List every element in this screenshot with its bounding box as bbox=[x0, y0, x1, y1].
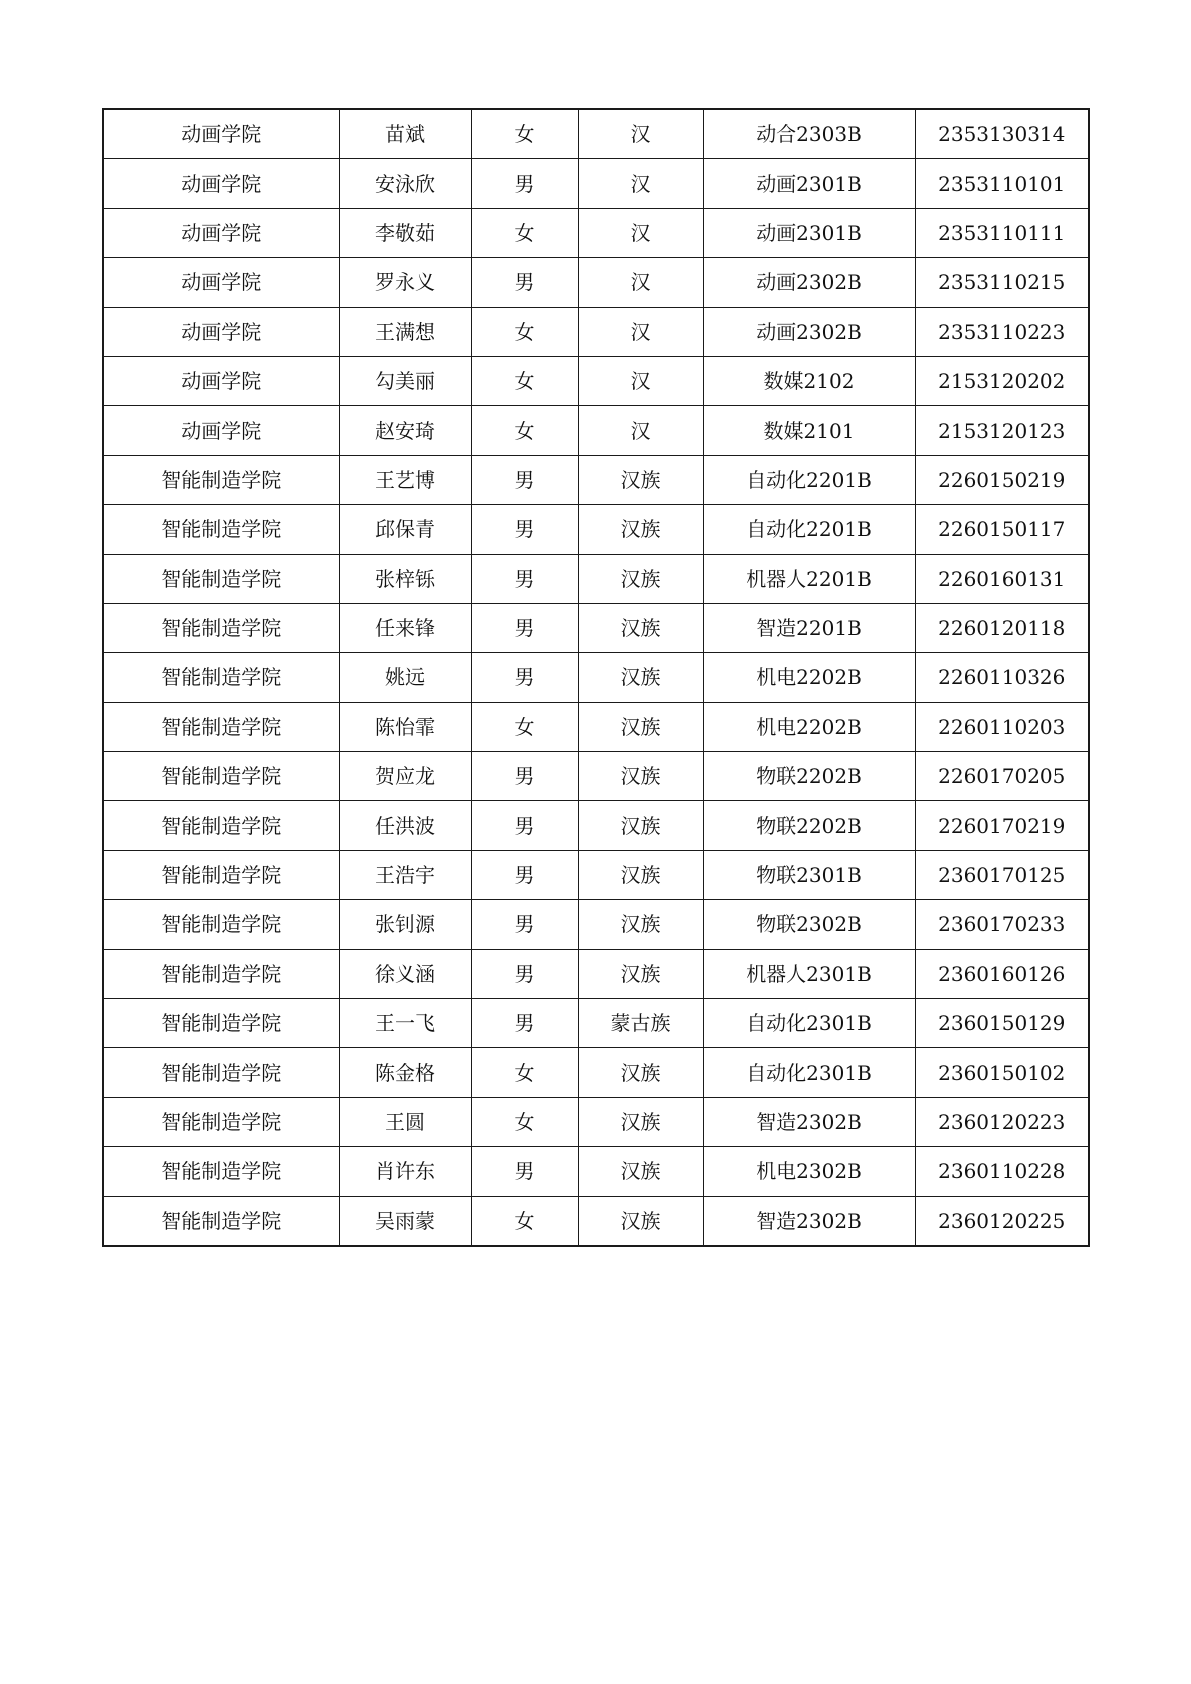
student-id-cell: 2360160126 bbox=[915, 949, 1089, 998]
college-cell: 智能制造学院 bbox=[103, 554, 339, 603]
gender-cell: 女 bbox=[471, 1048, 578, 1097]
ethnicity-cell: 汉族 bbox=[578, 801, 703, 850]
gender-cell: 女 bbox=[471, 406, 578, 455]
student-id-cell: 2260170205 bbox=[915, 752, 1089, 801]
student-id-cell: 2260110203 bbox=[915, 702, 1089, 751]
student-id-cell: 2360150129 bbox=[915, 999, 1089, 1048]
gender-cell: 男 bbox=[471, 258, 578, 307]
table-row bbox=[103, 159, 1089, 208]
class-cell: 动合2303B bbox=[703, 109, 915, 159]
name-cell: 李敬茹 bbox=[339, 208, 471, 257]
gender-cell: 女 bbox=[471, 1097, 578, 1146]
ethnicity-cell: 汉 bbox=[578, 356, 703, 405]
gender-cell: 男 bbox=[471, 850, 578, 899]
college-cell: 智能制造学院 bbox=[103, 949, 339, 998]
name-cell: 安泳欣 bbox=[339, 159, 471, 208]
gender-cell: 男 bbox=[471, 999, 578, 1048]
class-cell: 物联2301B bbox=[703, 850, 915, 899]
name-cell: 王满想 bbox=[339, 307, 471, 356]
student-id-cell: 2353110111 bbox=[915, 208, 1089, 257]
table-row bbox=[103, 999, 1089, 1048]
gender-cell: 女 bbox=[471, 1196, 578, 1246]
ethnicity-cell: 汉 bbox=[578, 258, 703, 307]
table-row bbox=[103, 554, 1089, 603]
gender-cell: 女 bbox=[471, 702, 578, 751]
name-cell: 张钊源 bbox=[339, 900, 471, 949]
name-cell: 王一飞 bbox=[339, 999, 471, 1048]
ethnicity-cell: 汉 bbox=[578, 208, 703, 257]
name-cell: 王浩宇 bbox=[339, 850, 471, 899]
college-cell: 智能制造学院 bbox=[103, 900, 339, 949]
class-cell: 机电2202B bbox=[703, 653, 915, 702]
gender-cell: 男 bbox=[471, 554, 578, 603]
gender-cell: 男 bbox=[471, 455, 578, 504]
student-id-cell: 2153120123 bbox=[915, 406, 1089, 455]
college-cell: 智能制造学院 bbox=[103, 1048, 339, 1097]
table-row bbox=[103, 258, 1089, 307]
student-id-cell: 2353110101 bbox=[915, 159, 1089, 208]
college-cell: 动画学院 bbox=[103, 258, 339, 307]
student-roster-table bbox=[102, 108, 1090, 1247]
ethnicity-cell: 汉族 bbox=[578, 900, 703, 949]
table-row bbox=[103, 208, 1089, 257]
name-cell: 赵安琦 bbox=[339, 406, 471, 455]
table-row bbox=[103, 900, 1089, 949]
college-cell: 智能制造学院 bbox=[103, 999, 339, 1048]
class-cell: 数媒2101 bbox=[703, 406, 915, 455]
name-cell: 徐义涵 bbox=[339, 949, 471, 998]
gender-cell: 女 bbox=[471, 208, 578, 257]
class-cell: 自动化2201B bbox=[703, 455, 915, 504]
name-cell: 勾美丽 bbox=[339, 356, 471, 405]
ethnicity-cell: 汉族 bbox=[578, 850, 703, 899]
gender-cell: 男 bbox=[471, 801, 578, 850]
ethnicity-cell: 汉 bbox=[578, 307, 703, 356]
gender-cell: 男 bbox=[471, 752, 578, 801]
gender-cell: 女 bbox=[471, 307, 578, 356]
ethnicity-cell: 蒙古族 bbox=[578, 999, 703, 1048]
college-cell: 动画学院 bbox=[103, 159, 339, 208]
college-cell: 动画学院 bbox=[103, 208, 339, 257]
student-id-cell: 2153120202 bbox=[915, 356, 1089, 405]
student-id-cell: 2260160131 bbox=[915, 554, 1089, 603]
student-id-cell: 2260110326 bbox=[915, 653, 1089, 702]
student-id-cell: 2360170125 bbox=[915, 850, 1089, 899]
name-cell: 王圆 bbox=[339, 1097, 471, 1146]
ethnicity-cell: 汉族 bbox=[578, 1196, 703, 1246]
table-row bbox=[103, 356, 1089, 405]
roster-body bbox=[103, 109, 1089, 1246]
name-cell: 任洪波 bbox=[339, 801, 471, 850]
ethnicity-cell: 汉 bbox=[578, 109, 703, 159]
table-row bbox=[103, 1196, 1089, 1246]
college-cell: 智能制造学院 bbox=[103, 455, 339, 504]
ethnicity-cell: 汉族 bbox=[578, 1048, 703, 1097]
student-id-cell: 2353110223 bbox=[915, 307, 1089, 356]
gender-cell: 女 bbox=[471, 109, 578, 159]
gender-cell: 男 bbox=[471, 603, 578, 652]
college-cell: 动画学院 bbox=[103, 356, 339, 405]
name-cell: 吴雨蒙 bbox=[339, 1196, 471, 1246]
ethnicity-cell: 汉 bbox=[578, 406, 703, 455]
name-cell: 姚远 bbox=[339, 653, 471, 702]
class-cell: 自动化2301B bbox=[703, 1048, 915, 1097]
college-cell: 智能制造学院 bbox=[103, 752, 339, 801]
gender-cell: 男 bbox=[471, 949, 578, 998]
student-id-cell: 2360150102 bbox=[915, 1048, 1089, 1097]
class-cell: 自动化2301B bbox=[703, 999, 915, 1048]
class-cell: 物联2202B bbox=[703, 752, 915, 801]
student-id-cell: 2260150117 bbox=[915, 505, 1089, 554]
ethnicity-cell: 汉族 bbox=[578, 554, 703, 603]
name-cell: 张梓铄 bbox=[339, 554, 471, 603]
name-cell: 肖许东 bbox=[339, 1147, 471, 1196]
table-row bbox=[103, 455, 1089, 504]
gender-cell: 男 bbox=[471, 900, 578, 949]
ethnicity-cell: 汉族 bbox=[578, 702, 703, 751]
name-cell: 王艺博 bbox=[339, 455, 471, 504]
student-id-cell: 2353110215 bbox=[915, 258, 1089, 307]
college-cell: 智能制造学院 bbox=[103, 850, 339, 899]
class-cell: 动画2301B bbox=[703, 208, 915, 257]
college-cell: 智能制造学院 bbox=[103, 653, 339, 702]
name-cell: 陈金格 bbox=[339, 1048, 471, 1097]
college-cell: 智能制造学院 bbox=[103, 801, 339, 850]
college-cell: 智能制造学院 bbox=[103, 505, 339, 554]
student-id-cell: 2360170233 bbox=[915, 900, 1089, 949]
college-cell: 动画学院 bbox=[103, 307, 339, 356]
table-row bbox=[103, 653, 1089, 702]
class-cell: 机电2302B bbox=[703, 1147, 915, 1196]
table-row bbox=[103, 307, 1089, 356]
gender-cell: 男 bbox=[471, 653, 578, 702]
class-cell: 数媒2102 bbox=[703, 356, 915, 405]
ethnicity-cell: 汉族 bbox=[578, 1147, 703, 1196]
class-cell: 智造2302B bbox=[703, 1196, 915, 1246]
class-cell: 机电2202B bbox=[703, 702, 915, 751]
name-cell: 邱保青 bbox=[339, 505, 471, 554]
ethnicity-cell: 汉族 bbox=[578, 752, 703, 801]
ethnicity-cell: 汉族 bbox=[578, 603, 703, 652]
college-cell: 智能制造学院 bbox=[103, 1196, 339, 1246]
table-row bbox=[103, 801, 1089, 850]
college-cell: 动画学院 bbox=[103, 109, 339, 159]
class-cell: 机器人2301B bbox=[703, 949, 915, 998]
ethnicity-cell: 汉 bbox=[578, 159, 703, 208]
name-cell: 陈怡霏 bbox=[339, 702, 471, 751]
student-id-cell: 2260150219 bbox=[915, 455, 1089, 504]
class-cell: 动画2302B bbox=[703, 258, 915, 307]
student-id-cell: 2360120225 bbox=[915, 1196, 1089, 1246]
class-cell: 自动化2201B bbox=[703, 505, 915, 554]
student-id-cell: 2360120223 bbox=[915, 1097, 1089, 1146]
student-id-cell: 2360110228 bbox=[915, 1147, 1089, 1196]
ethnicity-cell: 汉族 bbox=[578, 505, 703, 554]
table-row bbox=[103, 702, 1089, 751]
gender-cell: 女 bbox=[471, 356, 578, 405]
name-cell: 苗斌 bbox=[339, 109, 471, 159]
college-cell: 智能制造学院 bbox=[103, 1097, 339, 1146]
class-cell: 智造2201B bbox=[703, 603, 915, 652]
ethnicity-cell: 汉族 bbox=[578, 455, 703, 504]
college-cell: 智能制造学院 bbox=[103, 1147, 339, 1196]
college-cell: 智能制造学院 bbox=[103, 603, 339, 652]
table-row bbox=[103, 109, 1089, 159]
name-cell: 罗永义 bbox=[339, 258, 471, 307]
class-cell: 动画2301B bbox=[703, 159, 915, 208]
table-row bbox=[103, 1097, 1089, 1146]
table-row bbox=[103, 1048, 1089, 1097]
gender-cell: 男 bbox=[471, 505, 578, 554]
name-cell: 贺应龙 bbox=[339, 752, 471, 801]
class-cell: 智造2302B bbox=[703, 1097, 915, 1146]
table-row bbox=[103, 406, 1089, 455]
class-cell: 动画2302B bbox=[703, 307, 915, 356]
table-row bbox=[103, 949, 1089, 998]
gender-cell: 男 bbox=[471, 1147, 578, 1196]
class-cell: 物联2302B bbox=[703, 900, 915, 949]
name-cell: 任来锋 bbox=[339, 603, 471, 652]
college-cell: 动画学院 bbox=[103, 406, 339, 455]
table-row bbox=[103, 603, 1089, 652]
table-row bbox=[103, 505, 1089, 554]
student-id-cell: 2353130314 bbox=[915, 109, 1089, 159]
student-id-cell: 2260170219 bbox=[915, 801, 1089, 850]
ethnicity-cell: 汉族 bbox=[578, 1097, 703, 1146]
gender-cell: 男 bbox=[471, 159, 578, 208]
ethnicity-cell: 汉族 bbox=[578, 653, 703, 702]
student-id-cell: 2260120118 bbox=[915, 603, 1089, 652]
class-cell: 物联2202B bbox=[703, 801, 915, 850]
table-row bbox=[103, 850, 1089, 899]
class-cell: 机器人2201B bbox=[703, 554, 915, 603]
table-row bbox=[103, 1147, 1089, 1196]
college-cell: 智能制造学院 bbox=[103, 702, 339, 751]
ethnicity-cell: 汉族 bbox=[578, 949, 703, 998]
table-row bbox=[103, 752, 1089, 801]
